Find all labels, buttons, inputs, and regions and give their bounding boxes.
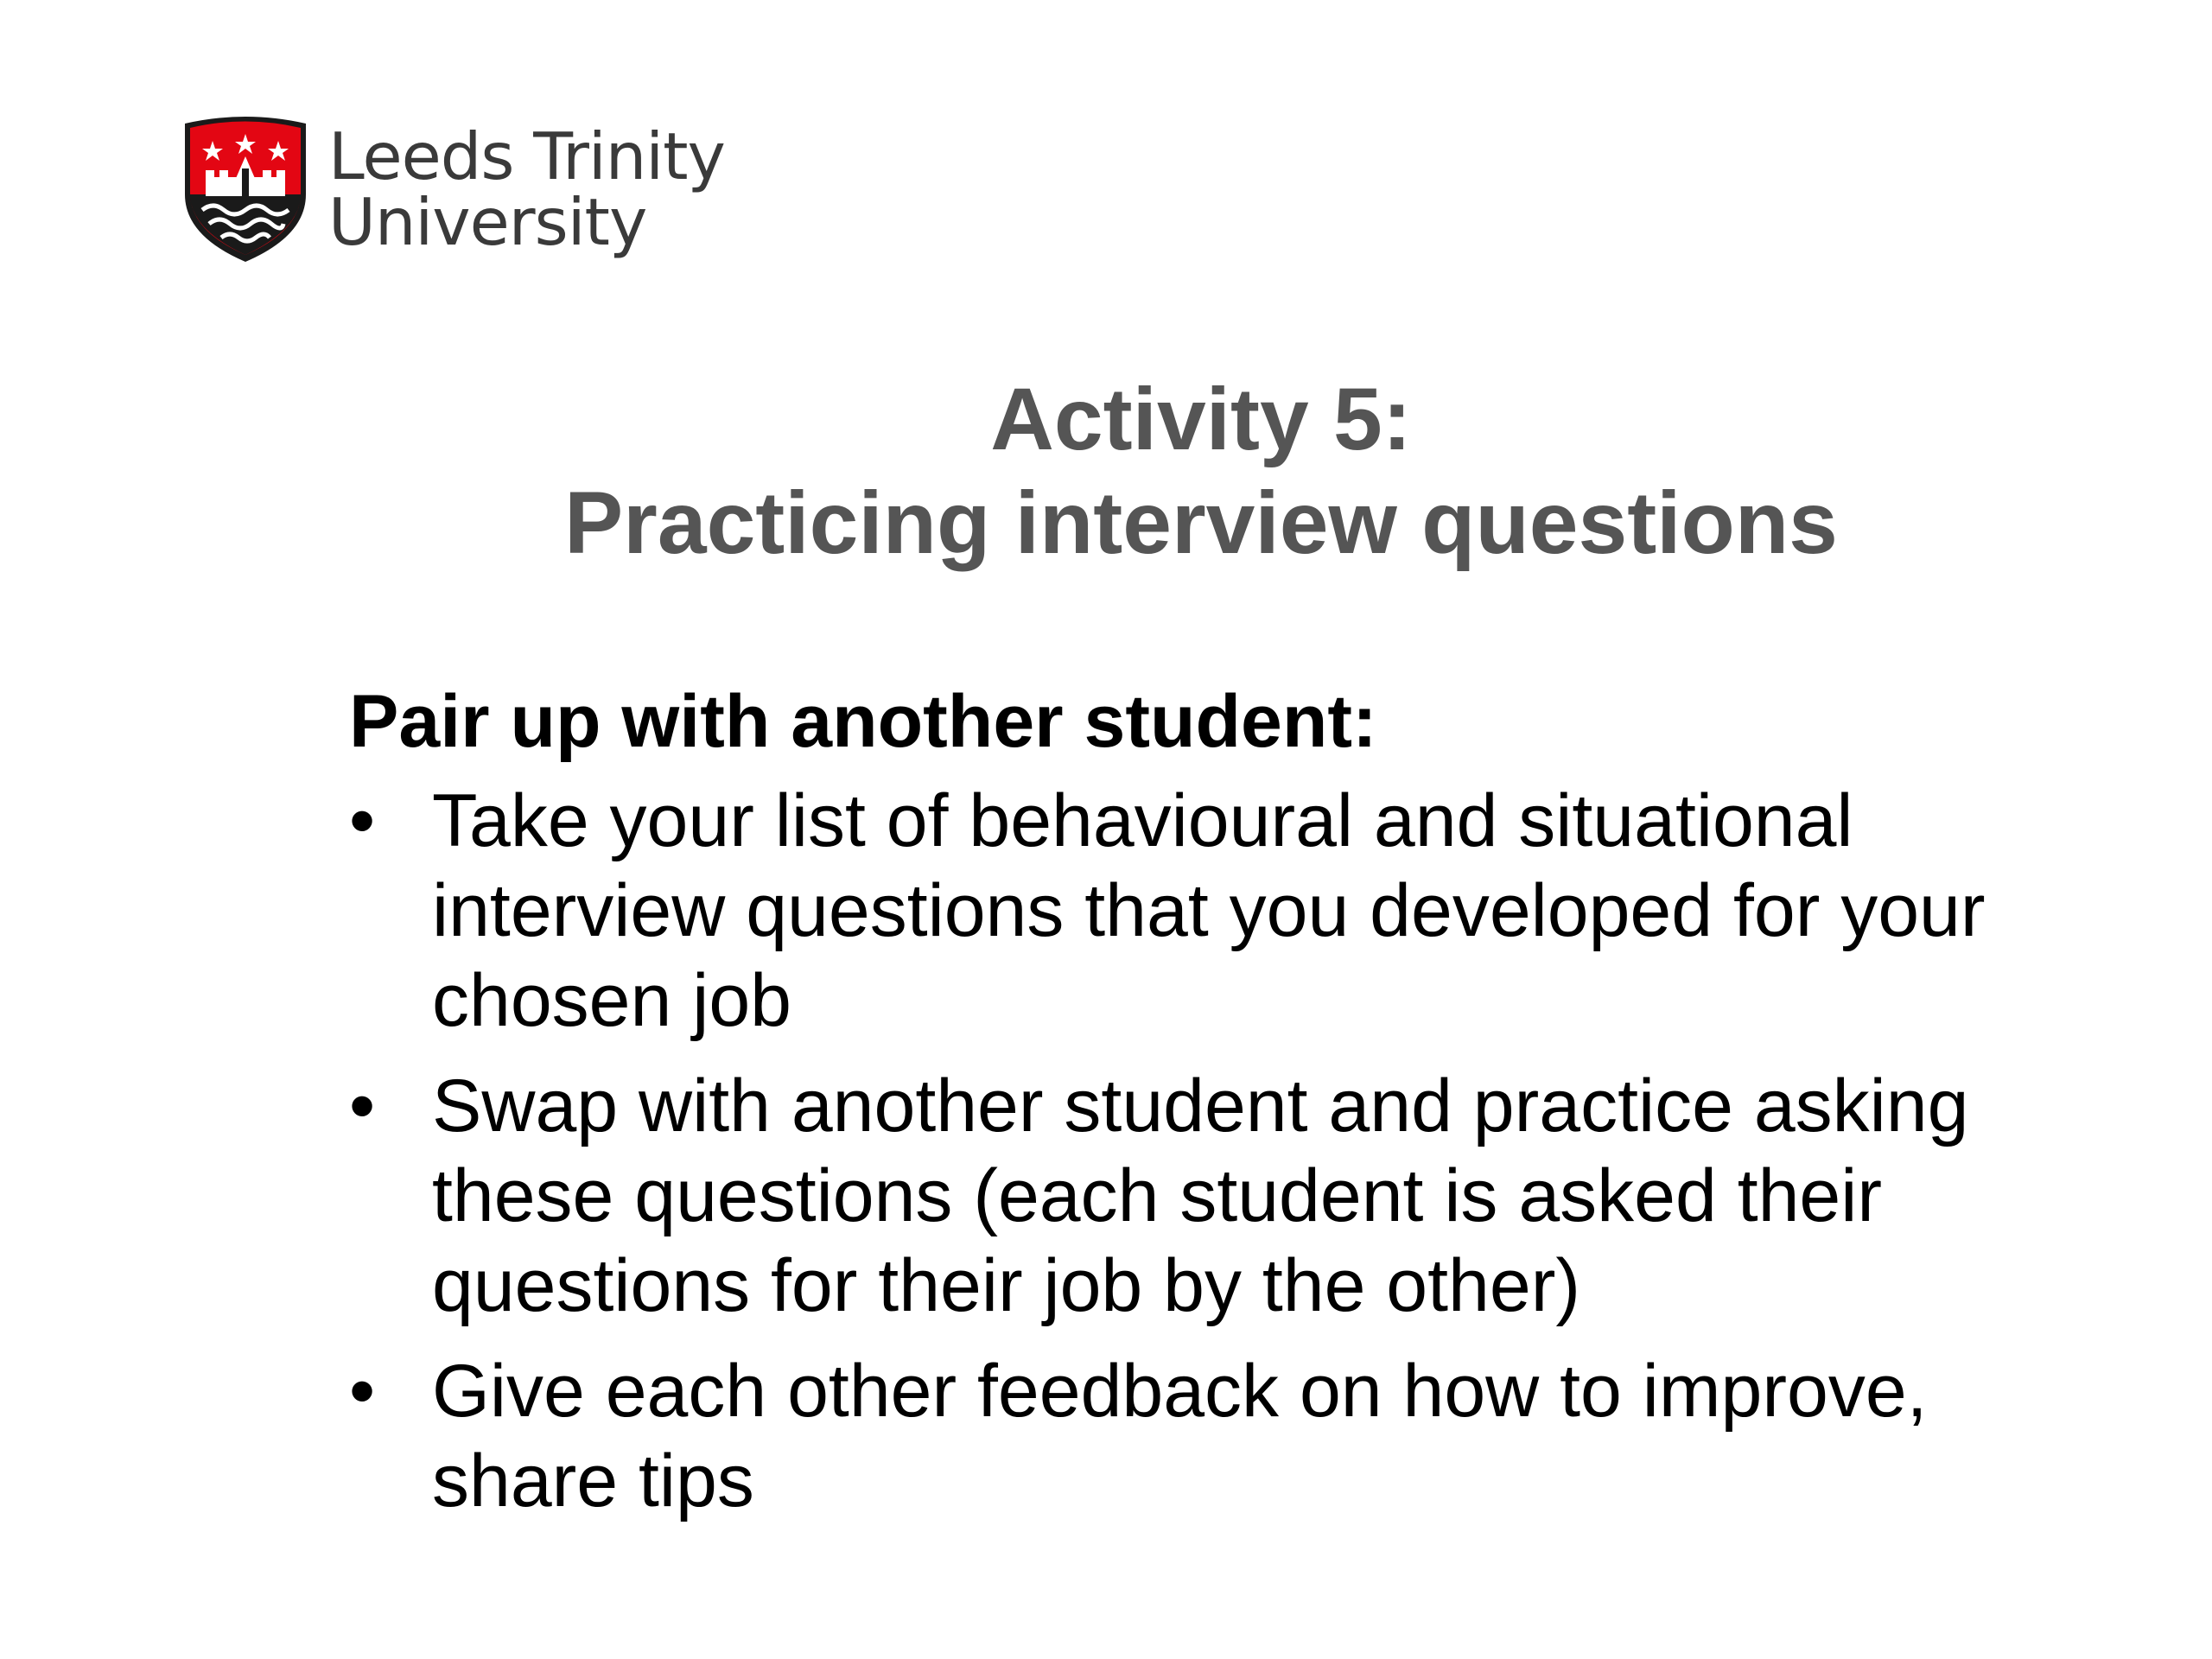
bullet-list — [349, 776, 2060, 1526]
slide-title — [0, 367, 2212, 575]
crest-icon — [181, 115, 309, 264]
title-line-1: Activity 5: — [990, 370, 1412, 468]
logo-text-line1: Leeds Trinity — [328, 118, 725, 194]
university-logo — [181, 115, 725, 264]
bullet-item — [349, 776, 2060, 1046]
bullet-item — [349, 1061, 2060, 1331]
bullet-icon: • — [349, 779, 376, 862]
title-line-2: Practicing interview questions — [564, 474, 1838, 572]
slide-body — [349, 674, 2060, 1541]
bullet-item — [349, 1346, 2060, 1526]
bullet-text: Take your list of behavioural and situational interview questions that you developed for your chosen job — [432, 779, 1986, 1042]
bullet-text: Give each other feedback on how to improve, share tips — [432, 1350, 1928, 1522]
intro-heading: Pair up with another student: — [349, 680, 1377, 763]
logo-text-line2: University — [328, 184, 647, 260]
bullet-icon: • — [349, 1065, 376, 1147]
bullet-icon: • — [349, 1350, 376, 1433]
bullet-text: Swap with another student and practice asking these questions (each student is asked their questions for their job by the other) — [432, 1065, 1969, 1327]
